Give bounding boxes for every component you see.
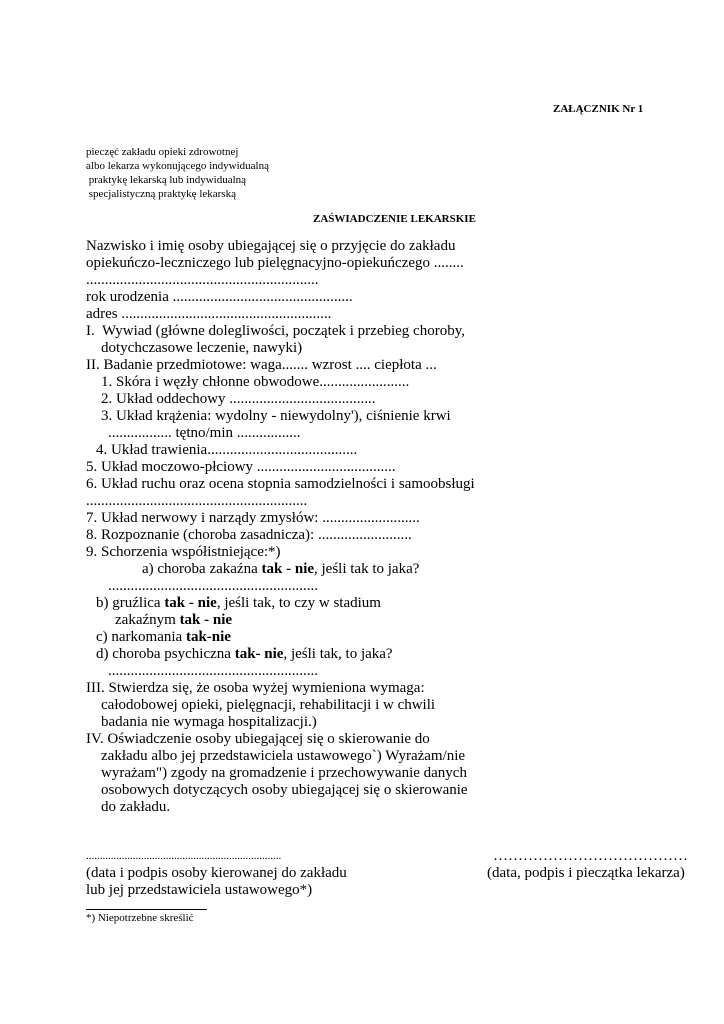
text-line: osobowych dotyczących osoby ubiegającej się o skierowanie [101,782,468,798]
yes-no-option: tak - nie [179,612,233,628]
text-line: .............................................................. [86,272,319,288]
text: a) choroba zakaźna [142,561,262,577]
text: , jeśli tak, to jaka? [283,646,393,662]
comorbidity-d [86,646,475,663]
text-line: zakładu albo jej przedstawiciela ustawowego`) Wyrażam/nie [101,748,466,764]
signature-caption: (data i podpis osoby kierowanej do zakładu [86,865,347,881]
stamp-line: praktykę lekarską lub indywidualną [86,174,247,186]
exam-item: 2. Układ oddechowy ....................................... [101,391,376,407]
footnote: *) Niepotrzebne skreślić [86,912,194,924]
text-line: ........................................................ [108,663,318,679]
text-line: ................. tętno/min ................. [108,425,301,441]
exam-item: 3. Układ krążenia: wydolny - niewydolny'), ciśnienie krwi [101,408,451,424]
yes-no-option: tak- nie [234,646,284,662]
exam-item: 7. Układ nerwowy i narządy zmysłów: .......................... [86,510,420,526]
signature-dots: ………………………………… [493,848,688,864]
text-line: dotychczasowe leczenie, nawyki) [101,340,303,356]
applicant-signature-block [86,848,347,899]
section-iv: IV. Oświadczenie osoby ubiegającej się o skierowanie do [86,731,430,747]
comorbidity-b-cont [86,612,475,629]
comorbidity-b [86,595,475,612]
comorbidity-a [86,561,475,578]
exam-item: 9. Schorzenia współistniejące:*) [86,544,281,560]
text: c) narkomania [96,629,186,645]
signature-caption: lub jej przedstawiciela ustawowego*) [86,882,313,898]
text: , jeśli tak, to czy w stadium [216,595,381,611]
exam-item: 1. Skóra i węzły chłonne obwodowe........................ [101,374,410,390]
stamp-line: specjalistyczną praktykę lekarską [86,188,236,200]
section-ii: II. Badanie przedmiotowe: waga....... wzrost .... ciepłota ... [86,357,437,373]
text-line: ........................................................ [108,578,318,594]
document-title: ZAŚWIADCZENIE LEKARSKIE [313,213,476,225]
stamp-line: pieczęć zakładu opieki zdrowotnej [86,146,239,158]
exam-item: 8. Rozpoznanie (choroba zasadnicza): ......................... [86,527,412,543]
annex-number: ZAŁĄCZNIK Nr 1 [553,103,644,115]
text-line: opiekuńczo-leczniczego lub pielęgnacyjno-opiekuńczego ........ [86,255,464,271]
exam-item: 6. Układ ruchu oraz ocena stopnia samodzielności i samoobsługi [86,476,475,492]
text-line: do zakładu. [101,799,171,815]
text-line: Nazwisko i imię osoby ubiegającej się o przyjęcie do zakładu [86,238,456,254]
footnote-separator [86,909,207,910]
signature-caption: (data, podpis i pieczątka lekarza) [487,865,685,881]
text-line: rok urodzenia ................................................ [86,289,353,305]
text-line: ........................................................... [86,493,308,509]
text-line: badania nie wymaga hospitalizacji.) [101,714,317,730]
yes-no-option: tak - nie [261,561,315,577]
text: zakaźnym [115,612,180,628]
text: b) gruźlica [96,595,165,611]
text-line: wyrażam") zgody na gromadzenie i przechowywanie danych [101,765,467,781]
text-line: całodobowej opieki, pielęgnacji, rehabilitacji i w chwili [101,697,436,713]
stamp-line: albo lekarza wykonującego indywidualną [86,160,269,172]
section-i: I. Wywiad (główne dolegliwości, początek i przebieg choroby, [86,323,465,339]
yes-no-option: tak-nie [185,629,231,645]
text: , jeśli tak to jaka? [314,561,420,577]
section-iii: III. Stwierdza się, że osoba wyżej wymieniona wymaga: [86,680,425,696]
exam-item: 4. Układ trawienia........................................ [96,442,358,458]
certificate-body [86,238,475,816]
exam-item: 5. Układ moczowo-płciowy ..................................... [86,459,396,475]
text: d) choroba psychiczna [96,646,235,662]
text-line: adres ........................................................ [86,306,332,322]
doctor-signature-block [487,848,688,882]
yes-no-option: tak - nie [164,595,217,611]
signature-dots: ....................................................................... [86,850,282,862]
stamp-placeholder [86,145,269,201]
comorbidity-c [86,629,475,646]
